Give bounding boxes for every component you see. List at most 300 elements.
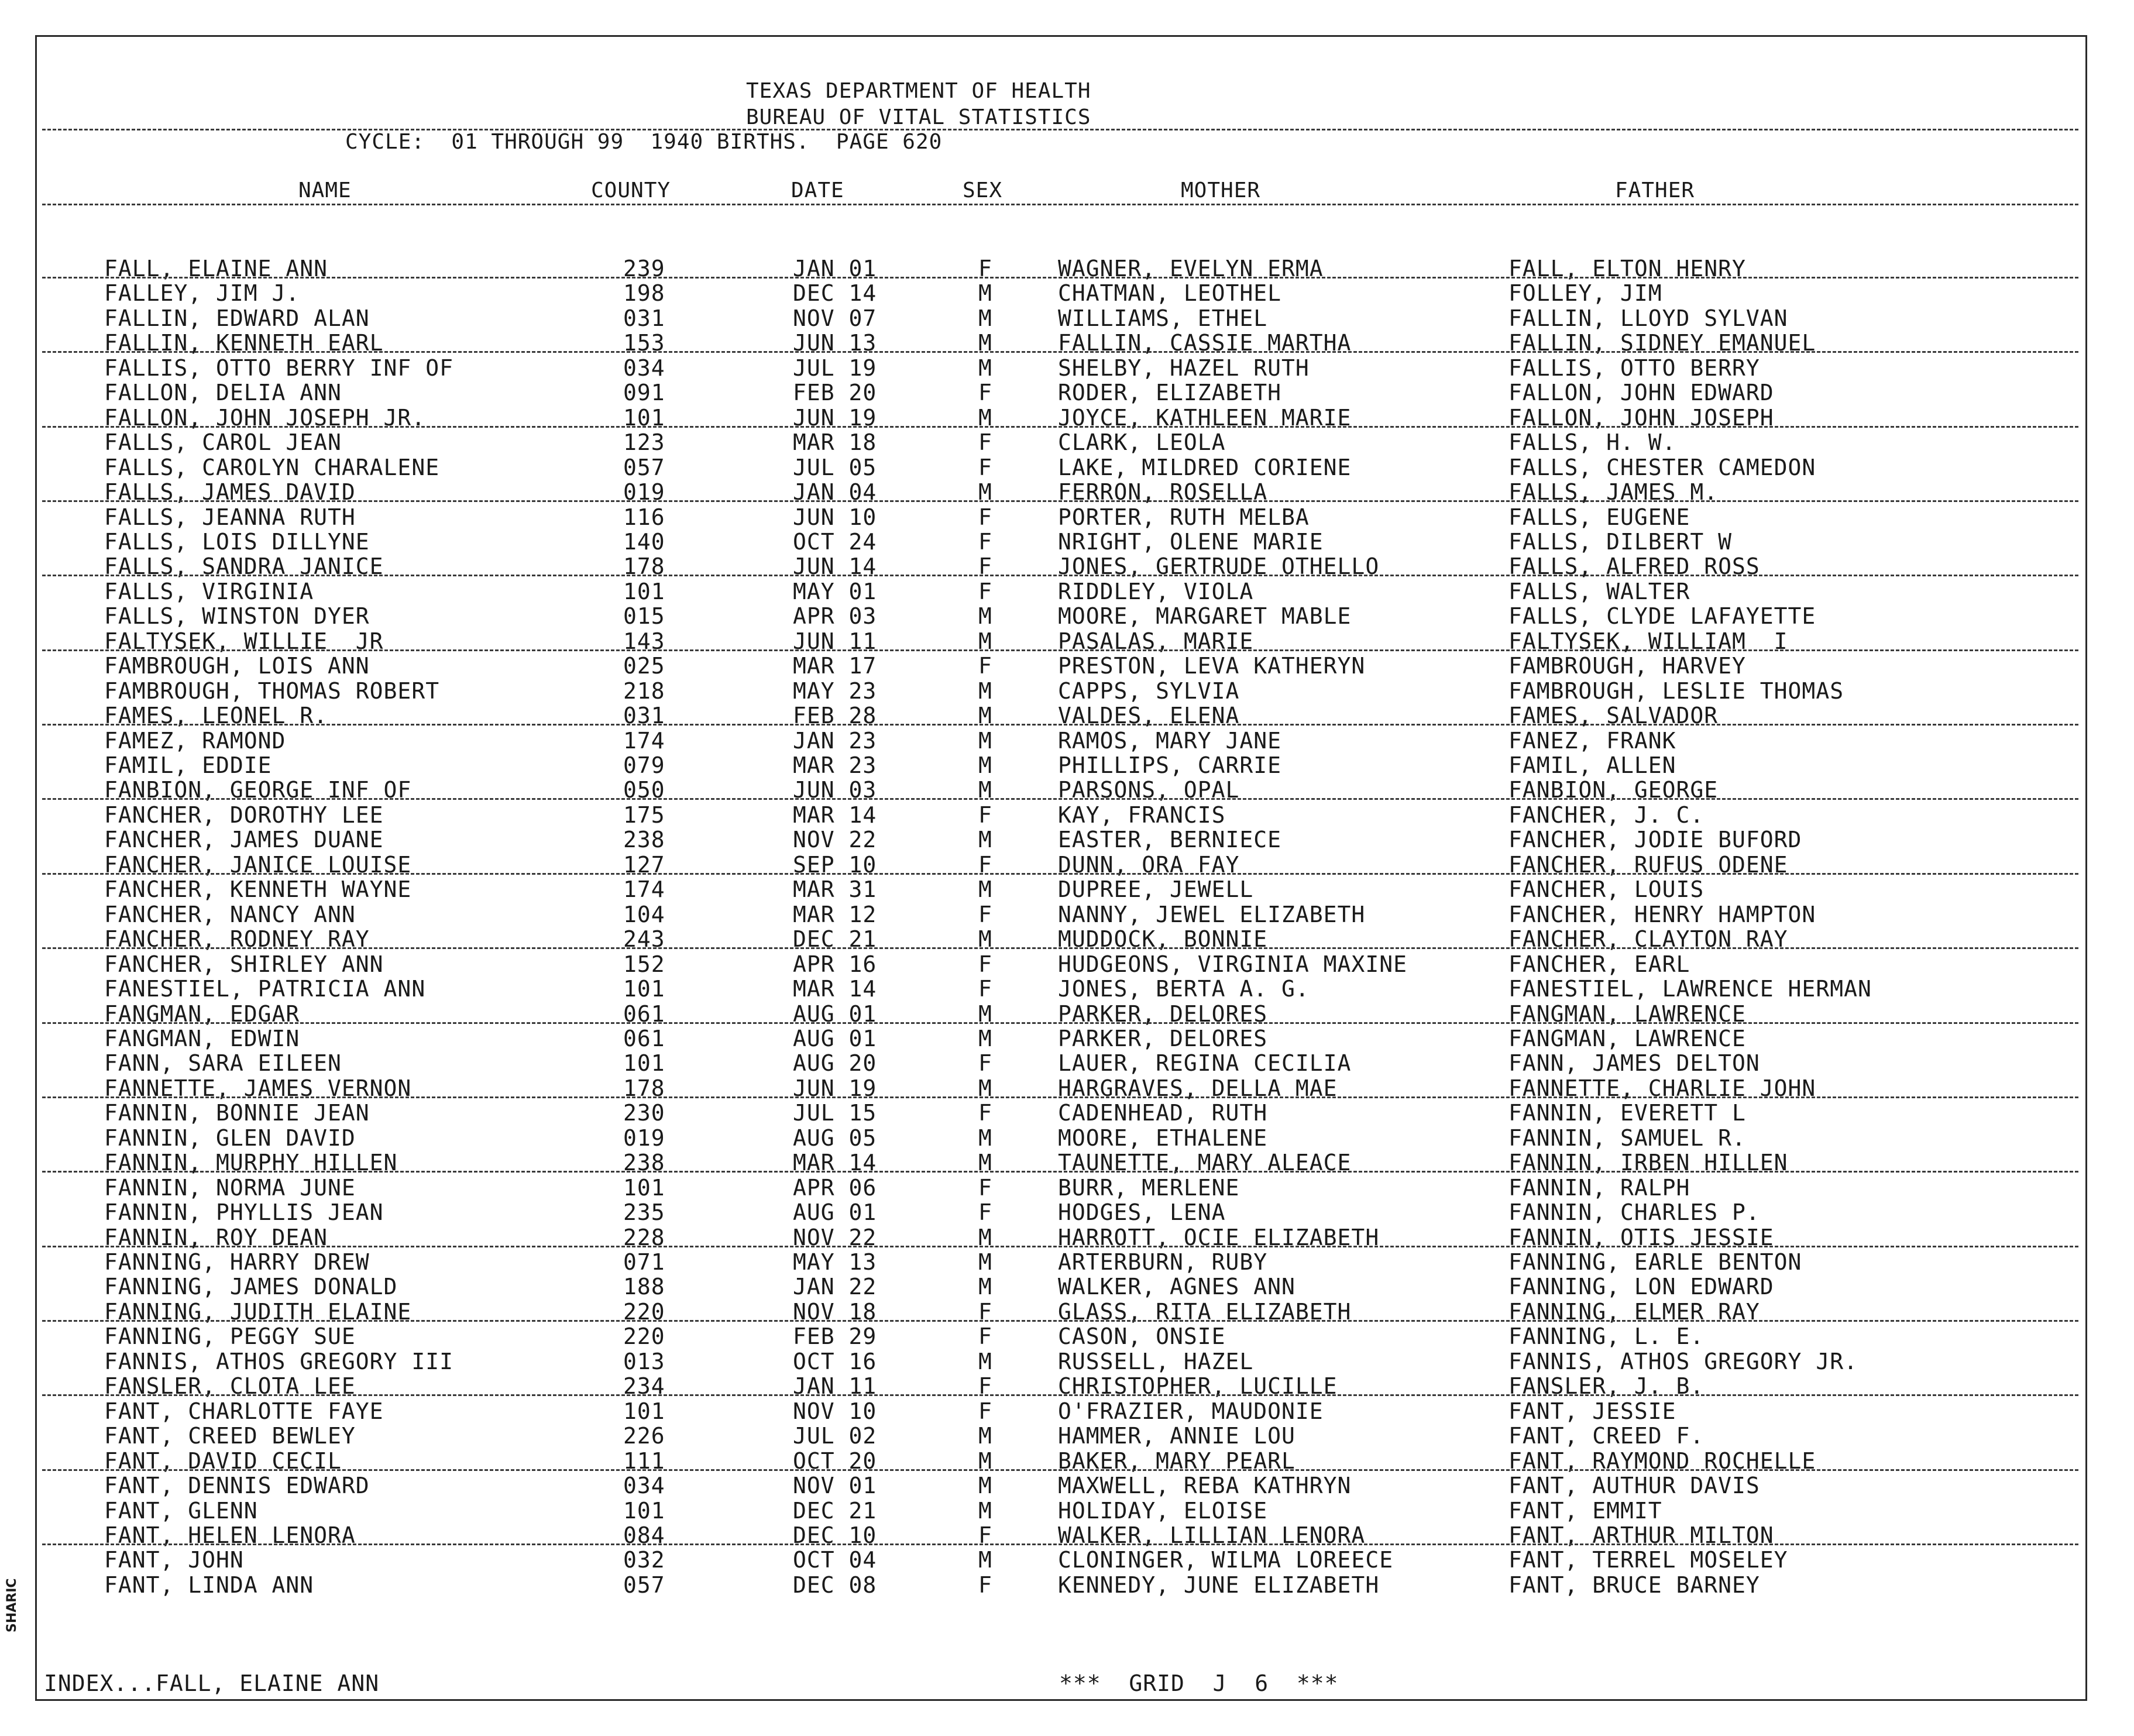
row-group-rule	[42, 1394, 2078, 1396]
cell-sex: F	[978, 1522, 992, 1548]
cell-father: FANT, CREED F.	[1508, 1423, 1705, 1449]
cell-mother: RODER, ELIZABETH	[1058, 380, 1282, 406]
cell-county: 034	[623, 355, 665, 381]
cell-county: 050	[623, 777, 665, 803]
table-row	[0, 1026, 2134, 1050]
row-group-rule	[42, 649, 2078, 651]
table-row	[0, 603, 2134, 628]
table-row	[0, 1249, 2134, 1274]
cell-sex: M	[978, 777, 992, 803]
row-group-rule	[42, 351, 2078, 353]
cell-date: SEP 10	[793, 851, 877, 878]
cell-county: 101	[623, 1050, 665, 1077]
cell-date: JUN 11	[793, 628, 877, 654]
cell-county: 140	[623, 528, 665, 555]
cell-date: JAN 22	[793, 1274, 877, 1300]
cell-father: FALLIN, SIDNEY EMANUEL	[1508, 330, 1816, 356]
cell-mother: BURR, MERLENE	[1058, 1174, 1240, 1201]
cell-date: MAR 23	[793, 752, 877, 778]
cell-mother: EASTER, BERNIECE	[1058, 827, 1282, 853]
cell-mother: HAMMER, ANNIE LOU	[1058, 1423, 1295, 1449]
cell-sex: M	[978, 703, 992, 729]
cell-sex: F	[978, 951, 992, 977]
cell-father: FALLS, WALTER	[1508, 578, 1690, 604]
cell-father: FANNIN, IRBEN HILLEN	[1508, 1150, 1788, 1176]
cell-mother: RIDDLEY, VIOLA	[1058, 578, 1254, 604]
table-row	[0, 1423, 2134, 1448]
cell-father: FANCHER, J. C.	[1508, 802, 1705, 828]
cell-date: FEB 28	[793, 703, 877, 729]
cell-name: FANCHER, SHIRLEY ANN	[104, 951, 384, 977]
cell-father: FALLS, H. W.	[1508, 429, 1676, 456]
cell-date: MAR 14	[793, 1150, 877, 1176]
cell-sex: F	[978, 1572, 992, 1598]
cell-name: FANNIN, PHYLLIS JEAN	[104, 1199, 384, 1226]
cell-mother: JOYCE, KATHLEEN MARIE	[1058, 404, 1352, 431]
cell-sex: M	[978, 1348, 992, 1374]
cell-father: FAMES, SALVADOR	[1508, 703, 1719, 729]
cell-date: NOV 10	[793, 1398, 877, 1424]
cell-mother: CASON, ONSIE	[1058, 1324, 1226, 1350]
table-row	[0, 1050, 2134, 1075]
table-row	[0, 429, 2134, 454]
cell-father: FALLIN, LLOYD SYLVAN	[1508, 305, 1788, 331]
cell-name: FANT, DAVID CECIL	[104, 1448, 342, 1474]
cell-name: FANESTIEL, PATRICIA ANN	[104, 976, 426, 1002]
cell-sex: F	[978, 1050, 992, 1077]
col-date-header: DATE	[791, 178, 844, 202]
cell-mother: LAKE, MILDRED CORIENE	[1058, 454, 1352, 480]
cell-mother: MAXWELL, REBA KATHRYN	[1058, 1473, 1352, 1499]
table-row	[0, 504, 2134, 529]
cell-name: FALLS, CAROL JEAN	[104, 429, 342, 456]
cell-county: 198	[623, 280, 665, 307]
cell-mother: PARKER, DELORES	[1058, 1025, 1268, 1051]
cell-name: FANNING, PEGGY SUE	[104, 1324, 356, 1350]
cycle-line: CYCLE: 01 THROUGH 99 1940 BIRTHS. PAGE 620	[345, 130, 943, 154]
cell-sex: F	[978, 1199, 992, 1226]
cell-sex: F	[978, 1298, 992, 1325]
cell-father: FANT, RAYMOND ROCHELLE	[1508, 1448, 1816, 1474]
cell-date: JUN 03	[793, 777, 877, 803]
cell-name: FANT, GLENN	[104, 1497, 258, 1524]
cell-date: JUL 19	[793, 355, 877, 381]
cell-date: FEB 29	[793, 1324, 877, 1350]
cell-father: FANT, EMMIT	[1508, 1497, 1662, 1524]
cell-name: FANT, DENNIS EDWARD	[104, 1473, 370, 1499]
cell-name: FANNING, JUDITH ELAINE	[104, 1298, 412, 1325]
table-row	[0, 876, 2134, 901]
cell-sex: F	[978, 429, 992, 456]
cell-father: FANCHER, CLAYTON RAY	[1508, 926, 1788, 953]
cell-name: FANCHER, KENNETH WAYNE	[104, 876, 412, 903]
cell-sex: M	[978, 1001, 992, 1027]
cell-sex: M	[978, 479, 992, 506]
cell-mother: O'FRAZIER, MAUDONIE	[1058, 1398, 1324, 1424]
cell-sex: M	[978, 1423, 992, 1449]
cell-sex: F	[978, 528, 992, 555]
cell-date: MAR 18	[793, 429, 877, 456]
table-row	[0, 752, 2134, 777]
cell-sex: F	[978, 653, 992, 679]
cell-sex: M	[978, 1075, 992, 1101]
cell-county: 116	[623, 504, 665, 530]
cell-county: 239	[623, 256, 665, 281]
cell-mother: JONES, BERTA A. G.	[1058, 976, 1310, 1002]
cell-mother: GLASS, RITA ELIZABETH	[1058, 1298, 1352, 1325]
cell-mother: CADENHEAD, RUTH	[1058, 1100, 1268, 1126]
cell-father: FANT, JESSIE	[1508, 1398, 1676, 1424]
cell-county: 031	[623, 305, 665, 331]
cell-sex: F	[978, 504, 992, 530]
cell-mother: WALKER, AGNES ANN	[1058, 1274, 1295, 1300]
cell-sex: F	[978, 1373, 992, 1400]
cell-mother: BAKER, MARY PEARL	[1058, 1448, 1295, 1474]
cell-father: FANNIN, RALPH	[1508, 1174, 1690, 1201]
cell-name: FANNIN, MURPHY HILLEN	[104, 1150, 398, 1176]
cell-county: 034	[623, 1473, 665, 1499]
cell-sex: M	[978, 1473, 992, 1499]
cell-sex: M	[978, 1249, 992, 1275]
cell-date: JUN 13	[793, 330, 877, 356]
row-group-rule	[42, 798, 2078, 800]
cell-county: 025	[623, 653, 665, 679]
cell-sex: M	[978, 355, 992, 381]
cell-mother: PRESTON, LEVA KATHERYN	[1058, 653, 1366, 679]
cell-date: NOV 01	[793, 1473, 877, 1499]
cell-sex: F	[978, 380, 992, 406]
cell-county: 101	[623, 976, 665, 1002]
cell-mother: WAGNER, EVELYN ERMA	[1058, 256, 1324, 281]
cell-date: FEB 20	[793, 380, 877, 406]
cell-name: FANNING, JAMES DONALD	[104, 1274, 398, 1300]
table-row	[0, 455, 2134, 479]
col-mother-header: MOTHER	[1181, 178, 1261, 202]
cell-name: FANSLER, CLOTA LEE	[104, 1373, 356, 1400]
cell-father: FALTYSEK, WILLIAM I	[1508, 628, 1788, 654]
cell-sex: M	[978, 752, 992, 778]
cell-mother: PORTER, RUTH MELBA	[1058, 504, 1310, 530]
cell-name: FANCHER, JAMES DUANE	[104, 827, 384, 853]
cell-county: 228	[623, 1224, 665, 1250]
cell-sex: F	[978, 1100, 992, 1126]
table-row	[0, 802, 2134, 827]
cell-mother: FERRON, ROSELLA	[1058, 479, 1268, 506]
table-row	[0, 1572, 2134, 1597]
cell-name: FANT, LINDA ANN	[104, 1572, 314, 1598]
table-row	[0, 678, 2134, 703]
cell-name: FALLS, JAMES DAVID	[104, 479, 356, 506]
cell-father: FANCHER, JODIE BUFORD	[1508, 827, 1802, 853]
cell-name: FANNIN, NORMA JUNE	[104, 1174, 356, 1201]
cell-county: 032	[623, 1547, 665, 1573]
cell-date: NOV 22	[793, 1224, 877, 1250]
table-row	[0, 1547, 2134, 1572]
cell-mother: KENNEDY, JUNE ELIZABETH	[1058, 1572, 1380, 1598]
cell-name: FANNING, HARRY DREW	[104, 1249, 370, 1275]
cell-county: 101	[623, 404, 665, 431]
cell-sex: F	[978, 802, 992, 828]
cell-county: 057	[623, 1572, 665, 1598]
cell-name: FANT, HELEN LENORA	[104, 1522, 356, 1548]
cell-father: FANCHER, RUFUS ODENE	[1508, 851, 1788, 878]
cell-name: FANT, CHARLOTTE FAYE	[104, 1398, 384, 1424]
cell-mother: CLONINGER, WILMA LOREECE	[1058, 1547, 1394, 1573]
cell-name: FANCHER, NANCY ANN	[104, 901, 356, 927]
table-row	[0, 579, 2134, 603]
cell-father: FANBION, GEORGE	[1508, 777, 1719, 803]
cell-date: APR 06	[793, 1174, 877, 1201]
table-row	[0, 380, 2134, 404]
cell-name: FAMEZ, RAMOND	[104, 727, 286, 754]
cell-county: 091	[623, 380, 665, 406]
cell-sex: F	[978, 554, 992, 580]
cell-father: FANEZ, FRANK	[1508, 727, 1676, 754]
cell-county: 230	[623, 1100, 665, 1126]
col-name-header: NAME	[298, 178, 352, 202]
cell-name: FANNIN, GLEN DAVID	[104, 1125, 356, 1151]
table-row	[0, 1324, 2134, 1348]
cell-name: FALLS, VIRGINIA	[104, 578, 314, 604]
cell-county: 057	[623, 454, 665, 480]
cell-county: 123	[623, 429, 665, 456]
cell-date: MAR 17	[793, 653, 877, 679]
cell-county: 019	[623, 479, 665, 506]
cell-name: FALLIN, KENNETH EARL	[104, 330, 384, 356]
cell-county: 101	[623, 578, 665, 604]
cell-sex: F	[978, 256, 992, 281]
cell-date: JUL 02	[793, 1423, 877, 1449]
cell-date: NOV 22	[793, 827, 877, 853]
table-row	[0, 305, 2134, 330]
footer-grid: *** GRID J 6 ***	[1059, 1670, 1339, 1696]
cell-date: DEC 21	[793, 1497, 877, 1524]
cell-county: 015	[623, 603, 665, 630]
header-line1: TEXAS DEPARTMENT OF HEALTH	[746, 79, 1091, 103]
cell-mother: ARTERBURN, RUBY	[1058, 1249, 1268, 1275]
cell-sex: F	[978, 901, 992, 927]
cell-county: 079	[623, 752, 665, 778]
cell-date: AUG 01	[793, 1199, 877, 1226]
cell-sex: M	[978, 330, 992, 356]
row-group-rule	[42, 1096, 2078, 1098]
cell-father: FANCHER, LOUIS	[1508, 876, 1705, 903]
cell-name: FALLON, DELIA ANN	[104, 380, 342, 406]
table-row	[0, 951, 2134, 976]
cell-mother: CHATMAN, LEOTHEL	[1058, 280, 1282, 307]
cell-father: FANT, AUTHUR DAVIS	[1508, 1473, 1760, 1499]
cell-mother: WILLIAMS, ETHEL	[1058, 305, 1268, 331]
cell-mother: NANNY, JEWEL ELIZABETH	[1058, 901, 1366, 927]
cell-name: FALTYSEK, WILLIE JR	[104, 628, 384, 654]
cell-name: FANN, SARA EILEEN	[104, 1050, 342, 1077]
cell-name: FANCHER, DOROTHY LEE	[104, 802, 384, 828]
cell-name: FAMES, LEONEL R.	[104, 703, 328, 729]
side-label: SHARIC	[5, 1578, 19, 1632]
col-sex-header: SEX	[963, 178, 1003, 202]
cell-county: 127	[623, 851, 665, 878]
cell-mother: HARROTT, OCIE ELIZABETH	[1058, 1224, 1380, 1250]
row-group-rule	[42, 1246, 2078, 1247]
cell-county: 178	[623, 1075, 665, 1101]
cell-father: FANGMAN, LAWRENCE	[1508, 1025, 1746, 1051]
cell-county: 178	[623, 554, 665, 580]
cell-name: FALLEY, JIM J.	[104, 280, 300, 307]
cell-sex: M	[978, 1448, 992, 1474]
cell-father: FANSLER, J. B.	[1508, 1373, 1705, 1400]
cell-date: JUN 19	[793, 404, 877, 431]
cell-sex: M	[978, 305, 992, 331]
cell-county: 234	[623, 1373, 665, 1400]
cell-county: 111	[623, 1448, 665, 1474]
cell-date: JAN 11	[793, 1373, 877, 1400]
cell-date: OCT 16	[793, 1348, 877, 1374]
cell-date: OCT 24	[793, 528, 877, 555]
cell-mother: CHRISTOPHER, LUCILLE	[1058, 1373, 1338, 1400]
cell-date: JAN 01	[793, 256, 877, 281]
cell-sex: M	[978, 926, 992, 953]
cell-date: JUL 15	[793, 1100, 877, 1126]
cell-county: 175	[623, 802, 665, 828]
cell-mother: KAY, FRANCIS	[1058, 802, 1226, 828]
cell-sex: M	[978, 404, 992, 431]
cell-father: FANT, ARTHUR MILTON	[1508, 1522, 1774, 1548]
table-row	[0, 653, 2134, 678]
cell-date: MAR 12	[793, 901, 877, 927]
cell-father: FALLON, JOHN EDWARD	[1508, 380, 1774, 406]
cell-name: FALLS, JEANNA RUTH	[104, 504, 356, 530]
cell-father: FALLS, CHESTER CAMEDON	[1508, 454, 1816, 480]
cell-sex: F	[978, 578, 992, 604]
cell-father: FANT, BRUCE BARNEY	[1508, 1572, 1760, 1598]
cell-name: FAMBROUGH, THOMAS ROBERT	[104, 678, 440, 704]
cell-father: FANGMAN, LAWRENCE	[1508, 1001, 1746, 1027]
cell-county: 104	[623, 901, 665, 927]
cell-date: AUG 01	[793, 1025, 877, 1051]
cell-mother: MOORE, ETHALENE	[1058, 1125, 1268, 1151]
cell-date: JUN 10	[793, 504, 877, 530]
col-father-header: FATHER	[1615, 178, 1695, 202]
row-group-rule	[42, 1320, 2078, 1322]
header-line2: BUREAU OF VITAL STATISTICS	[746, 105, 1091, 129]
cell-county: 031	[623, 703, 665, 729]
cell-mother: MUDDOCK, BONNIE	[1058, 926, 1268, 953]
cell-mother: JONES, GERTRUDE OTHELLO	[1058, 554, 1380, 580]
cell-father: FANT, TERREL MOSELEY	[1508, 1547, 1788, 1573]
cell-county: 220	[623, 1324, 665, 1350]
cell-date: APR 03	[793, 603, 877, 630]
cell-mother: TAUNETTE, MARY ALEACE	[1058, 1150, 1352, 1176]
cell-mother: PASALAS, MARIE	[1058, 628, 1254, 654]
cell-county: 220	[623, 1298, 665, 1325]
cell-date: NOV 07	[793, 305, 877, 331]
cell-mother: CAPPS, SYLVIA	[1058, 678, 1240, 704]
cell-sex: M	[978, 1125, 992, 1151]
cell-county: 013	[623, 1348, 665, 1374]
cell-date: APR 16	[793, 951, 877, 977]
cell-mother: HODGES, LENA	[1058, 1199, 1226, 1226]
cell-father: FALLON, JOHN JOSEPH	[1508, 404, 1774, 431]
cell-name: FALL, ELAINE ANN	[104, 256, 328, 281]
cell-name: FANCHER, RODNEY RAY	[104, 926, 370, 953]
cell-father: FANNIN, SAMUEL R.	[1508, 1125, 1746, 1151]
cell-county: 061	[623, 1001, 665, 1027]
cell-mother: WALKER, LILLIAN LENORA	[1058, 1522, 1366, 1548]
cell-name: FANGMAN, EDWIN	[104, 1025, 300, 1051]
cell-mother: FALLIN, CASSIE MARTHA	[1058, 330, 1352, 356]
row-group-rule	[42, 1022, 2078, 1024]
cell-name: FALLIN, EDWARD ALAN	[104, 305, 370, 331]
cell-date: AUG 01	[793, 1001, 877, 1027]
table-row	[0, 280, 2134, 305]
cell-father: FALLS, ALFRED ROSS	[1508, 554, 1760, 580]
cell-date: NOV 18	[793, 1298, 877, 1325]
cell-name: FANBION, GEORGE INF OF	[104, 777, 412, 803]
cell-date: MAR 14	[793, 976, 877, 1002]
cell-county: 084	[623, 1522, 665, 1548]
cell-name: FANNIS, ATHOS GREGORY III	[104, 1348, 453, 1374]
cell-mother: MOORE, MARGARET MABLE	[1058, 603, 1352, 630]
row-group-rule	[42, 426, 2078, 428]
cell-father: FAMBROUGH, LESLIE THOMAS	[1508, 678, 1844, 704]
cell-county: 143	[623, 628, 665, 654]
cell-mother: DUPREE, JEWELL	[1058, 876, 1254, 903]
cell-county: 101	[623, 1174, 665, 1201]
cell-sex: M	[978, 280, 992, 307]
cell-father: FANNING, LON EDWARD	[1508, 1274, 1774, 1300]
row-group-rule	[42, 724, 2078, 726]
cell-name: FANNETTE, JAMES VERNON	[104, 1075, 412, 1101]
cell-father: FANESTIEL, LAWRENCE HERMAN	[1508, 976, 1872, 1002]
table-row	[0, 976, 2134, 1001]
cell-father: FANNING, ELMER RAY	[1508, 1298, 1760, 1325]
cell-sex: M	[978, 827, 992, 853]
cell-sex: M	[978, 1025, 992, 1051]
cell-county: 101	[623, 1497, 665, 1524]
cell-sex: F	[978, 976, 992, 1002]
cell-name: FALLON, JOHN JOSEPH JR.	[104, 404, 426, 431]
cell-father: FANN, JAMES DELTON	[1508, 1050, 1760, 1077]
cell-mother: HARGRAVES, DELLA MAE	[1058, 1075, 1338, 1101]
cell-sex: F	[978, 1174, 992, 1201]
cell-name: FANCHER, JANICE LOUISE	[104, 851, 412, 878]
cell-date: MAY 01	[793, 578, 877, 604]
cell-father: FANNING, EARLE BENTON	[1508, 1249, 1802, 1275]
cell-sex: M	[978, 1150, 992, 1176]
cell-sex: M	[978, 1224, 992, 1250]
row-group-rule	[42, 1544, 2078, 1545]
cell-sex: M	[978, 628, 992, 654]
cell-date: AUG 20	[793, 1050, 877, 1077]
table-row	[0, 1274, 2134, 1298]
row-group-rule	[42, 1469, 2078, 1471]
cell-mother: DUNN, ORA FAY	[1058, 851, 1240, 878]
cell-county: 061	[623, 1025, 665, 1051]
cell-county: 153	[623, 330, 665, 356]
table-row	[0, 1473, 2134, 1497]
cell-sex: M	[978, 1547, 992, 1573]
cell-county: 019	[623, 1125, 665, 1151]
cell-name: FAMBROUGH, LOIS ANN	[104, 653, 370, 679]
col-county-header: COUNTY	[591, 178, 671, 202]
cell-mother: PARSONS, OPAL	[1058, 777, 1240, 803]
cell-county: 238	[623, 1150, 665, 1176]
cell-sex: M	[978, 1274, 992, 1300]
cell-county: 218	[623, 678, 665, 704]
cell-county: 243	[623, 926, 665, 953]
cell-date: JUN 14	[793, 554, 877, 580]
cell-sex: M	[978, 678, 992, 704]
